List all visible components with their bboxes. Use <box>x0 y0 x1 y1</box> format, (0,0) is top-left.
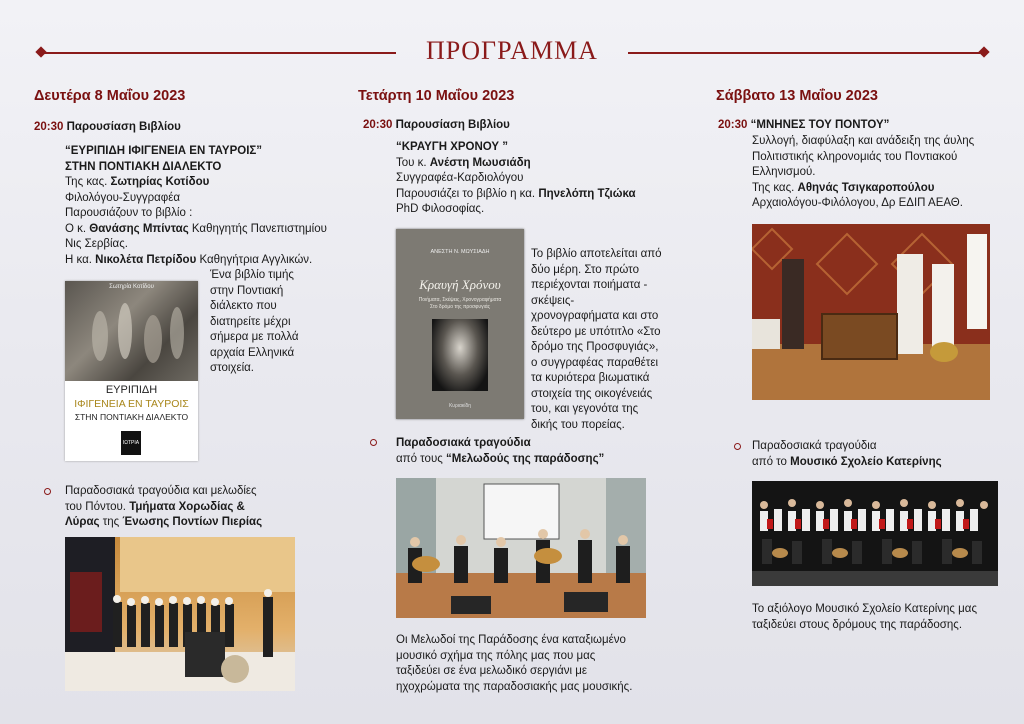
col3-bullet-icon <box>734 443 741 450</box>
col1-songs <box>65 484 325 531</box>
col1-author: Σωτηρίας Κοτίδου <box>110 176 210 188</box>
col1-desc-0: Ένα βιβλίο τιμής <box>210 269 294 281</box>
col3-desc-2: Ελληνισμού. <box>752 166 816 178</box>
col1-p1-name: Θανάσης Μπίντας <box>89 222 189 235</box>
col1-p2-pre: Η κα. <box>65 253 92 266</box>
col2-songs-2: από τους <box>396 452 443 465</box>
col3-event: “ΜΝΗΝΕΣ ΤΟΥ ΠΟΝΤΟΥ” <box>750 119 890 131</box>
col2-desc-10: του, και γεγονότα της <box>531 403 639 415</box>
col1-songs-line2 <box>65 500 325 516</box>
col1-event-line <box>34 120 181 136</box>
col3-info <box>752 134 1002 212</box>
col3-caption <box>752 602 1002 633</box>
col2-book-cover <box>396 229 524 419</box>
header-rule-right <box>628 52 980 54</box>
col2-songs-line2 <box>396 452 656 468</box>
col3-desc-0: Συλλογή, διαφύλαξη και ανάδειξη της άυλης <box>752 135 975 147</box>
col2-desc-4: χρονογραφήματα και στο <box>531 310 659 322</box>
col3-songs-2: από το <box>752 455 787 468</box>
col1-cover-author: Σωτηρία Κοτίδου <box>109 284 154 290</box>
col3-time: 20:30 <box>718 119 748 131</box>
col2-cover-title: Κραυγή Χρόνου <box>419 277 501 292</box>
col1-songs-4: Λύρας <box>65 516 100 528</box>
col2-author-role: Συγγραφέα-Καρδιολόγου <box>396 172 524 184</box>
col1-date: Δευτέρα 8 Μαΐου 2023 <box>34 88 186 104</box>
col3-songs-3: Μουσικό Σχολείο Κατερίνης <box>790 455 942 468</box>
col1-author-role: Φιλολόγου-Συγγραφέα <box>65 191 181 204</box>
col2-caption-3: ηχοχρώματα της παραδοσιακής μας μουσικής. <box>396 680 633 693</box>
col1-author-line <box>65 175 340 191</box>
col2-band-photo <box>396 478 646 618</box>
col2-band-scene <box>396 478 646 618</box>
col3-school-photo <box>752 481 998 586</box>
col2-time: 20:30 <box>363 119 393 131</box>
col2-bullet-icon <box>370 439 377 446</box>
col3-school-scene <box>752 481 998 586</box>
header-diamond-right <box>978 46 989 57</box>
col3-caption-0: Το αξιόλογο Μουσικό Σχολείο Κατερίνης μας <box>752 603 977 615</box>
col2-desc-5: δεύτερο με υπότιτλο «Στο <box>531 325 661 338</box>
col2-desc-0: Το βιβλίο αποτελείται από <box>531 248 662 260</box>
col2-caption <box>396 633 666 695</box>
col1-desc <box>210 268 340 377</box>
col2-cover-sub2: Στο δρόμο της προσφυγιάς <box>430 304 490 310</box>
col1-songs-1: Παραδοσιακά τραγούδια και μελωδίες <box>65 485 257 497</box>
col3-author: Αθηνάς Τσιγκαροπούλου <box>797 181 935 194</box>
col1-cover-publisher: ΙΩΤΡΙΑ <box>121 431 141 455</box>
col2-desc-9: στοιχεία της οικογένειάς <box>531 387 653 400</box>
col2-event: Παρουσίαση Βιβλίου <box>395 119 510 131</box>
col1-desc-3: διατηρείτε μέχρι <box>210 315 291 328</box>
col2-desc-2: περιέχονται ποιήματα - <box>531 279 648 291</box>
col1-p2-role: Καθηγήτρια Αγγλικών. <box>199 253 313 266</box>
col3-desc-1: Πολιτιστικής κληρονομιάς του Ποντιακού <box>752 150 958 163</box>
page-title: ΠΡΟΓΡΑΜΜΑ <box>426 36 598 65</box>
col1-desc-1: στην Ποντιακή <box>210 284 284 297</box>
col1-p2-name: Νικολέτα Πετρίδου <box>95 253 197 266</box>
col2-desc-3: σκέψεις- <box>531 294 575 307</box>
col1-p1-role: Καθηγητής Πανεπιστημίου <box>191 222 327 235</box>
col2-desc-6: δρόμο της Προσφυγιάς», <box>531 341 659 353</box>
col1-songs-line3 <box>65 515 325 531</box>
col1-cover-t1: ΕΥΡΙΠΙΔΗ <box>105 384 158 396</box>
col2-author: Ανέστη Μωυσιάδη <box>429 156 531 169</box>
col2-songs-3: “Μελωδούς της παράδοσης” <box>445 452 605 465</box>
col2-presenter-pre: Παρουσιάζει το βιβλίο η κα. <box>396 187 536 200</box>
col1-presenters-intro: Παρουσιάζουν το βιβλίο : <box>65 207 193 219</box>
col1-time: 20:30 <box>34 121 64 133</box>
col1-author-pre: Της κας. <box>65 176 108 188</box>
col2-caption-0: Οι Μελωδοί της Παράδοσης ένα καταξιωμένο <box>396 634 626 646</box>
col1-songs-5: της <box>102 516 120 528</box>
col3-author-role: Αρχαιολόγου-Φιλόλογου, Δρ ΕΔΙΠ ΑΕΑΘ. <box>752 197 963 209</box>
col3-songs-1: Παραδοσιακά τραγούδια <box>752 440 877 452</box>
col2-desc-7: ο συγγραφέας παραθέτει <box>531 356 658 369</box>
col1-cover-t3: ΣΤΗΝ ΠΟΝΤΙΑΚΗ ΔΙΑΛΕΚΤΟ <box>74 412 189 422</box>
col1-desc-2: διάλεκτο που <box>210 300 277 312</box>
col2-date: Τετάρτη 10 Μαΐου 2023 <box>358 88 515 104</box>
col1-desc-5: αρχαία Ελληνικά <box>210 346 295 359</box>
col3-date: Σάββατο 13 Μαΐου 2023 <box>716 88 878 104</box>
col3-museum-photo <box>752 224 990 400</box>
col2-book-info <box>396 140 676 218</box>
col1-choir-photo <box>65 537 295 691</box>
col1-p1-role2: Νις Σερβίας. <box>65 238 128 250</box>
col2-author-pre: Του κ. <box>396 156 427 169</box>
col2-author-line <box>396 156 676 172</box>
col1-book-cover <box>65 281 198 461</box>
col1-book-info <box>65 144 340 268</box>
col2-songs-1: Παραδοσιακά τραγούδια <box>396 437 531 449</box>
header-rule-left <box>44 52 396 54</box>
col1-book-title-2: ΣΤΗΝ ΠΟΝΤΙΑΚΗ ΔΙΑΛΕΚΤΟ <box>65 160 222 173</box>
col3-author-line <box>752 181 1002 197</box>
col1-bullet-icon <box>44 488 51 495</box>
col1-songs-2: του Πόντου. <box>65 500 126 513</box>
col3-songs <box>752 439 1002 470</box>
col1-choir-scene <box>65 537 295 691</box>
col1-cover-painting <box>65 281 198 381</box>
col1-cover-figures <box>65 281 198 381</box>
col3-songs-line2 <box>752 455 1002 471</box>
col2-desc <box>531 247 671 433</box>
col2-caption-2: ταξιδεύει σε ένα μελωδικό σεργιάνι με <box>396 665 588 677</box>
col3-caption-1: ταξιδεύει στους δρόμους της παράδοσης. <box>752 618 963 631</box>
col3-museum-scene <box>752 224 990 400</box>
col2-book-title: “ΚΡΑΥΓΗ ΧΡΟΝΟΥ ” <box>396 141 509 153</box>
col1-presenter-2 <box>65 253 340 269</box>
col2-desc-1: δύο μέρη. Στο πρώτο <box>531 263 639 276</box>
col2-desc-8: τα κυριότερα βιωματικά <box>531 372 650 384</box>
col3-author-pre: Της κας. <box>752 181 795 194</box>
col1-event: Παρουσίαση Βιβλίου <box>66 121 181 133</box>
col2-cover-publisher: Κυριακίδη <box>448 403 472 409</box>
col2-cover-author: ΑΝΕΣΤΗ Ν. ΜΩΥΣΙΑΔΗ <box>430 249 490 255</box>
col2-desc-11: δικής του πορείας. <box>531 418 625 431</box>
col2-caption-1: μουσικό σχήμα της πόλης μας που μας <box>396 649 596 662</box>
col1-p1-pre: Ο κ. <box>65 222 87 235</box>
col1-book-title-1: “ΕΥΡΙΠΙΔΗ ΙΦΙΓΕΝΕΙΑ ΕΝ ΤΑΥΡΟΙΣ” <box>65 145 263 157</box>
col1-desc-6: στοιχεία. <box>210 362 254 374</box>
col1-desc-4: σήμερα με πολλά <box>210 331 299 343</box>
col2-presenter-line <box>396 187 676 203</box>
col2-cover-image <box>432 319 488 391</box>
col1-songs-3: Τμήματα Χορωδίας & <box>129 500 245 513</box>
col1-songs-6: Ένωσης Ποντίων Πιερίας <box>122 516 263 528</box>
col1-presenter-1 <box>65 222 340 238</box>
col2-event-line <box>363 118 510 134</box>
col2-presenter-role: PhD Φιλοσοφίας. <box>396 203 485 215</box>
col1-cover-t2: ΙΦΙΓΕΝΕΙΑ ΕΝ ΤΑΥΡΟΙΣ <box>74 398 189 410</box>
col2-presenter: Πηνελόπη Τζιώκα <box>538 187 636 200</box>
col2-songs <box>396 436 656 467</box>
col3-event-line <box>718 118 889 134</box>
col2-cover-sub1: Ποιήματα, Σκέψεις, Χρονογραφήματα <box>418 297 502 303</box>
